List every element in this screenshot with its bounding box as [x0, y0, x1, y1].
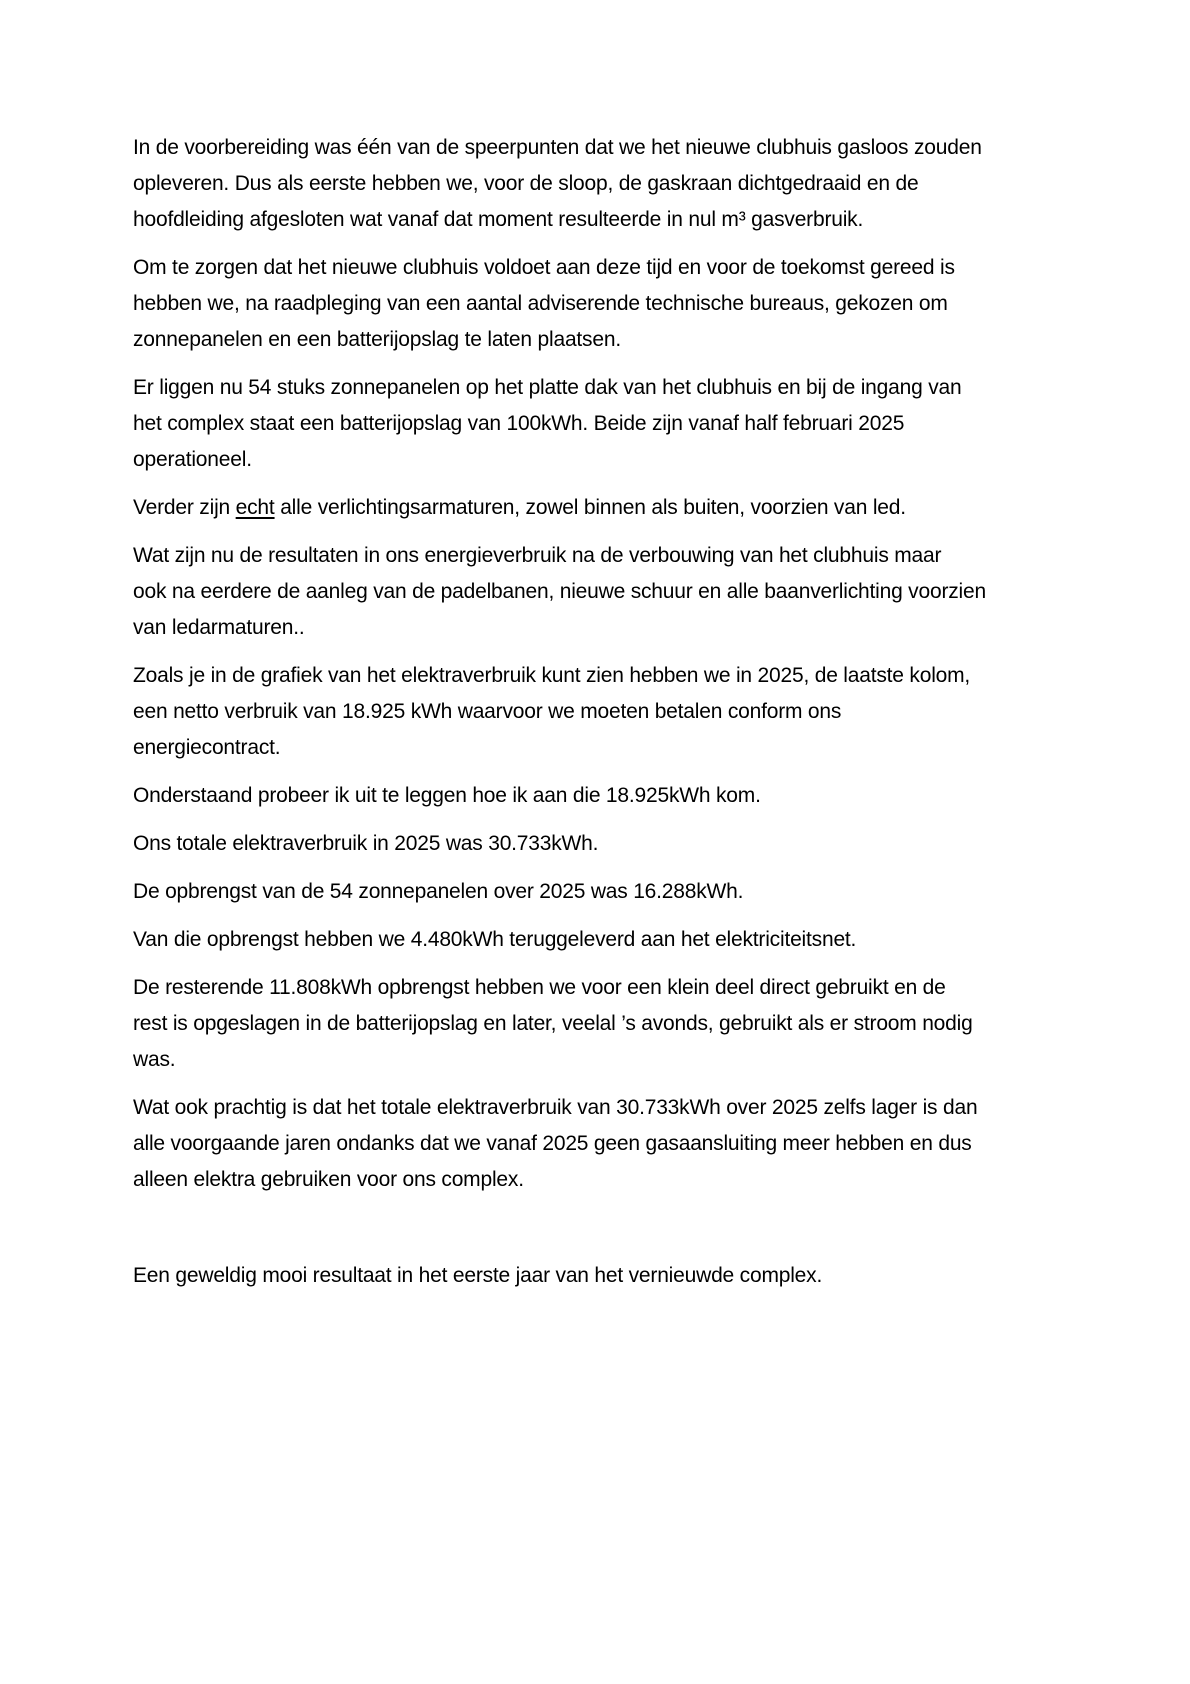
paragraph: De resterende 11.808kWh opbrengst hebben we voor een klein deel direct gebruikt en de rest is opgeslagen in de batterijopslag en later, veelal ’s avonds, gebruikt als er stroom nodig was. — [133, 976, 973, 1071]
paragraph: De opbrengst van de 54 zonnepanelen over 2025 was 16.288kWh. — [133, 880, 744, 903]
paragraph: Verder zijn echt alle verlichtingsarmaturen, zowel binnen als buiten, voorzien van led. — [133, 496, 906, 519]
paragraph: Van die opbrengst hebben we 4.480kWh teruggeleverd aan het elektriciteitsnet. — [133, 928, 857, 951]
paragraph: Wat zijn nu de resultaten in ons energieverbruik na de verbouwing van het clubhuis maar ook na eerdere de aanleg van de padelbanen, nieuwe schuur en alle baanverlichting voorzien van ledarmaturen.. — [133, 544, 986, 639]
underlined-word: echt — [235, 496, 275, 519]
paragraph: Een geweldig mooi resultaat in het eerste jaar van het vernieuwde complex. — [133, 1264, 823, 1287]
paragraph — [133, 1210, 1080, 1246]
paragraph: Om te zorgen dat het nieuwe clubhuis voldoet aan deze tijd en voor de toekomst gereed is hebben we, na raadpleging van een aantal adviserende technische bureaus, gekozen om zonnepanelen en een batterijopslag te laten plaatsen. — [133, 256, 955, 351]
paragraph: Wat ook prachtig is dat het totale elektraverbruik van 30.733kWh over 2025 zelfs lager is dan alle voorgaande jaren ondanks dat we vanaf 2025 geen gasaansluiting meer hebben en dus alleen elektra gebruiken voor ons complex. — [133, 1096, 978, 1191]
document-text — [133, 130, 1080, 1294]
paragraph: In de voorbereiding was één van de speerpunten dat we het nieuwe clubhuis gasloos zouden opleveren. Dus als eerste hebben we, voor de sloop, de gaskraan dichtgedraaid en de hoofdleiding afgesloten wat vanaf dat moment resulteerde in nul m³ gasverbruik. — [133, 136, 982, 231]
paragraph: Zoals je in de grafiek van het elektraverbruik kunt zien hebben we in 2025, de laatste kolom, een netto verbruik van 18.925 kWh waarvoor we moeten betalen conform ons energiecontract. — [133, 664, 971, 759]
paragraph: Onderstaand probeer ik uit te leggen hoe ik aan die 18.925kWh kom. — [133, 784, 761, 807]
paragraph: Er liggen nu 54 stuks zonnepanelen op het platte dak van het clubhuis en bij de ingang van het complex staat een batterijopslag van 100kWh. Beide zijn vanaf half februari 2025 operationeel. — [133, 376, 962, 471]
paragraph: Ons totale elektraverbruik in 2025 was 30.733kWh. — [133, 832, 599, 855]
